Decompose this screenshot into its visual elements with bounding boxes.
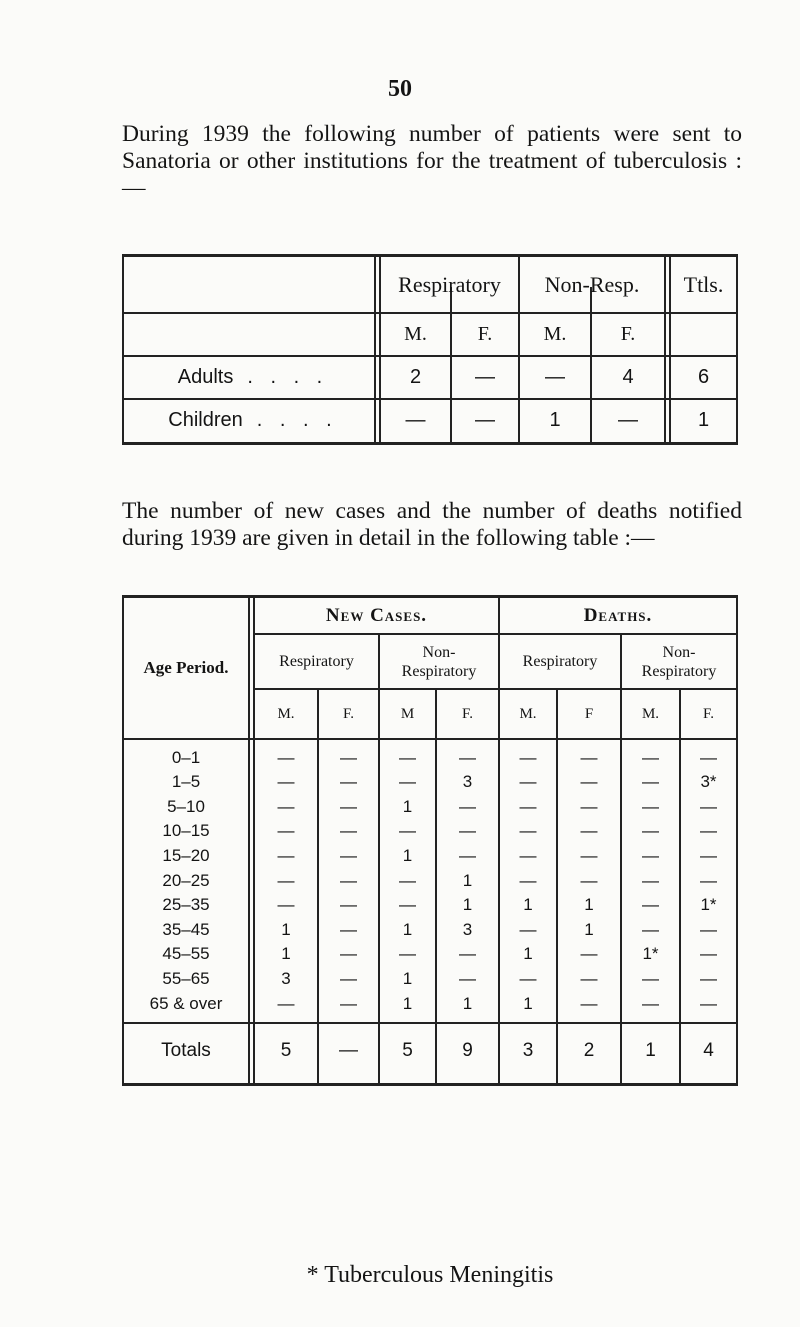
header-non-resp: Non-Resp. xyxy=(544,271,640,297)
totals-label: Totals xyxy=(161,1040,211,1061)
table-cell: — xyxy=(340,845,357,865)
age-cell: 25–35 xyxy=(162,895,210,915)
table-cell: — xyxy=(340,968,357,988)
table-cell: — xyxy=(399,747,416,767)
table-row xyxy=(124,969,736,988)
sex-header: M. xyxy=(519,705,537,722)
table-cell: — xyxy=(475,366,495,388)
table-cell: 1* xyxy=(700,895,717,915)
table-cell: 3 xyxy=(462,772,473,792)
sex-header: M. xyxy=(641,705,660,722)
table-cell: — xyxy=(277,845,295,865)
row-label: Children . . . . xyxy=(168,408,338,431)
table-cell: — xyxy=(519,968,537,988)
age-cell: 55–65 xyxy=(162,968,210,988)
table-cell: — xyxy=(277,870,295,890)
table-cell: 1 xyxy=(584,919,594,939)
table-cell: — xyxy=(459,968,476,988)
table-row xyxy=(124,822,736,841)
table-cell: — xyxy=(580,796,598,816)
table-row xyxy=(124,871,736,890)
table-cell: 1* xyxy=(642,944,659,964)
table-row xyxy=(124,773,736,792)
table-cell: 1 xyxy=(584,895,594,915)
table-cell: — xyxy=(700,747,717,767)
table-row xyxy=(124,920,736,939)
table-cell: — xyxy=(399,944,416,964)
table-cell: — xyxy=(277,895,295,915)
table-cell: 1 xyxy=(402,919,413,939)
table-cell: — xyxy=(580,747,598,767)
sub-header-f: F. xyxy=(620,323,636,345)
table-cell: — xyxy=(580,993,598,1013)
subgroup-header: Respiratory xyxy=(279,653,354,670)
table-row xyxy=(124,994,736,1013)
age-cell: 35–45 xyxy=(162,919,210,939)
table-cell: 1 xyxy=(281,944,291,964)
table-cell: — xyxy=(519,845,537,865)
table-cell: — xyxy=(277,993,295,1013)
table-cell: 1 xyxy=(281,919,291,939)
table-cell: — xyxy=(580,870,598,890)
sanatoria-table xyxy=(122,254,738,445)
sex-header: F. xyxy=(703,705,714,722)
intro-paragraph: During 1939 the following number of patients were sent to Sanatoria or other institutions for the treatment of tuberculosis :— xyxy=(122,121,742,201)
table-cell: — xyxy=(642,919,659,939)
table-cell: 3* xyxy=(700,772,717,792)
second-paragraph: The number of new cases and the number of deaths notified during 1939 are given in detail in the following table :— xyxy=(122,498,742,551)
subgroup-header: Respiratory xyxy=(522,653,598,670)
table-cell: — xyxy=(700,919,717,939)
table-cell: — xyxy=(642,772,659,792)
table-cell: — xyxy=(519,821,537,841)
table-cell: — xyxy=(580,845,598,865)
page-number: 50 xyxy=(388,76,412,102)
sex-header: M. xyxy=(277,705,295,722)
table-cell: — xyxy=(700,944,717,964)
table-cell: — xyxy=(277,821,295,841)
table-cell: 1 xyxy=(462,993,473,1013)
table-row xyxy=(124,748,736,767)
table-cell: — xyxy=(340,821,357,841)
age-cell: 65 & over xyxy=(149,993,223,1013)
totals-cell: 4 xyxy=(703,1040,714,1061)
group-header-deaths: Deaths. xyxy=(583,604,653,626)
table-cell: — xyxy=(399,870,416,890)
sex-header: F. xyxy=(343,705,354,722)
totals-cell: 3 xyxy=(522,1040,534,1061)
table-row xyxy=(124,945,736,964)
table-cell: — xyxy=(399,821,416,841)
table-cell: — xyxy=(340,993,357,1013)
totals-cell: 9 xyxy=(462,1040,473,1061)
age-cell: 5–10 xyxy=(167,796,205,816)
table-row xyxy=(124,846,736,865)
table-cell: — xyxy=(519,919,537,939)
subgroup-header: Non- Respiratory xyxy=(641,643,717,680)
table-cell: — xyxy=(642,993,659,1013)
totals-cell: 1 xyxy=(645,1040,656,1061)
table-cell: — xyxy=(340,944,357,964)
header-respiratory: Respiratory xyxy=(398,271,501,297)
table-cell: — xyxy=(519,870,537,890)
totals-cell: 2 xyxy=(583,1040,595,1061)
table-cell: 1 xyxy=(697,408,710,431)
table-cell: — xyxy=(459,845,476,865)
table-cell: — xyxy=(700,993,717,1013)
table-cell: — xyxy=(459,747,476,767)
table-cell: — xyxy=(340,895,357,915)
table-cell: 3 xyxy=(462,919,473,939)
table-cell: 1 xyxy=(402,993,413,1013)
table-cell: — xyxy=(405,408,426,431)
totals-cell: — xyxy=(339,1040,358,1061)
table-cell: — xyxy=(340,919,357,939)
age-cell: 1–5 xyxy=(171,772,201,792)
table-cell: — xyxy=(642,796,659,816)
age-cell: 15–20 xyxy=(162,845,210,865)
table-cell: — xyxy=(475,408,495,431)
table-cell: — xyxy=(642,895,659,915)
table-cell: 1 xyxy=(402,845,413,865)
table-cell: — xyxy=(277,772,295,792)
age-cell: 45–55 xyxy=(162,944,210,964)
table-cell: — xyxy=(459,796,476,816)
table-cell: — xyxy=(700,845,717,865)
totals-cell: 5 xyxy=(402,1040,413,1061)
age-cell: 20–25 xyxy=(162,870,210,890)
table-cell: — xyxy=(580,968,598,988)
table-cell: — xyxy=(642,845,659,865)
subgroup-header: Non- Respiratory xyxy=(401,643,477,680)
table-cell: 4 xyxy=(622,366,634,388)
sex-header: F. xyxy=(462,705,473,722)
table-cell: — xyxy=(642,968,659,988)
table-cell: 3 xyxy=(281,968,291,988)
group-header-new-cases: New Cases. xyxy=(325,604,428,626)
table-cell: — xyxy=(459,821,476,841)
table-cell: — xyxy=(340,796,357,816)
cases-deaths-table xyxy=(122,595,738,1086)
table-cell: — xyxy=(340,747,357,767)
table-cell: — xyxy=(580,772,598,792)
table-cell: 1 xyxy=(523,993,533,1013)
table-row xyxy=(124,896,736,915)
totals-cell: 5 xyxy=(280,1040,292,1061)
table-cell: — xyxy=(545,366,565,388)
table-cell: 1 xyxy=(523,944,533,964)
table-cell: — xyxy=(519,796,537,816)
table-cell: — xyxy=(700,821,717,841)
sub-header-f: F. xyxy=(477,323,493,345)
table-cell: 1 xyxy=(462,895,473,915)
table-cell: — xyxy=(340,772,357,792)
table-cell: 1 xyxy=(402,968,413,988)
table-cell: — xyxy=(642,821,659,841)
table-cell: — xyxy=(618,408,638,431)
table-cell: — xyxy=(642,870,659,890)
age-period-header: Age Period. xyxy=(143,658,229,677)
table-cell: — xyxy=(580,944,598,964)
row-label: Adults . . . . xyxy=(177,366,329,388)
age-cell: 10–15 xyxy=(162,821,210,841)
table-cell: 1 xyxy=(462,870,473,890)
header-totals: Ttls. xyxy=(683,271,724,297)
table-cell: — xyxy=(580,821,598,841)
table-cell: — xyxy=(399,895,416,915)
sex-header: F xyxy=(584,705,594,722)
table-cell: — xyxy=(642,747,659,767)
table-cell: 1 xyxy=(523,895,533,915)
table-cell: — xyxy=(399,772,416,792)
age-cell: 0–1 xyxy=(171,747,201,767)
table-cell: — xyxy=(459,944,476,964)
table-cell: — xyxy=(277,747,295,767)
table-cell: 6 xyxy=(697,366,710,388)
sub-header-m: M. xyxy=(404,323,427,345)
table-cell: — xyxy=(340,870,357,890)
table-cell: — xyxy=(700,796,717,816)
table-cell: — xyxy=(700,968,717,988)
sex-header: M xyxy=(400,705,415,722)
table-cell: 2 xyxy=(409,366,422,388)
footnote: * Tuberculous Meningitis xyxy=(306,1262,554,1288)
table-cell: 1 xyxy=(402,796,413,816)
table-cell: — xyxy=(519,747,537,767)
table-cell: 1 xyxy=(549,408,561,431)
sub-header-m: M. xyxy=(543,323,567,345)
table-cell: — xyxy=(277,796,295,816)
table-row xyxy=(124,797,736,816)
table-cell: — xyxy=(519,772,537,792)
table-cell: — xyxy=(700,870,717,890)
